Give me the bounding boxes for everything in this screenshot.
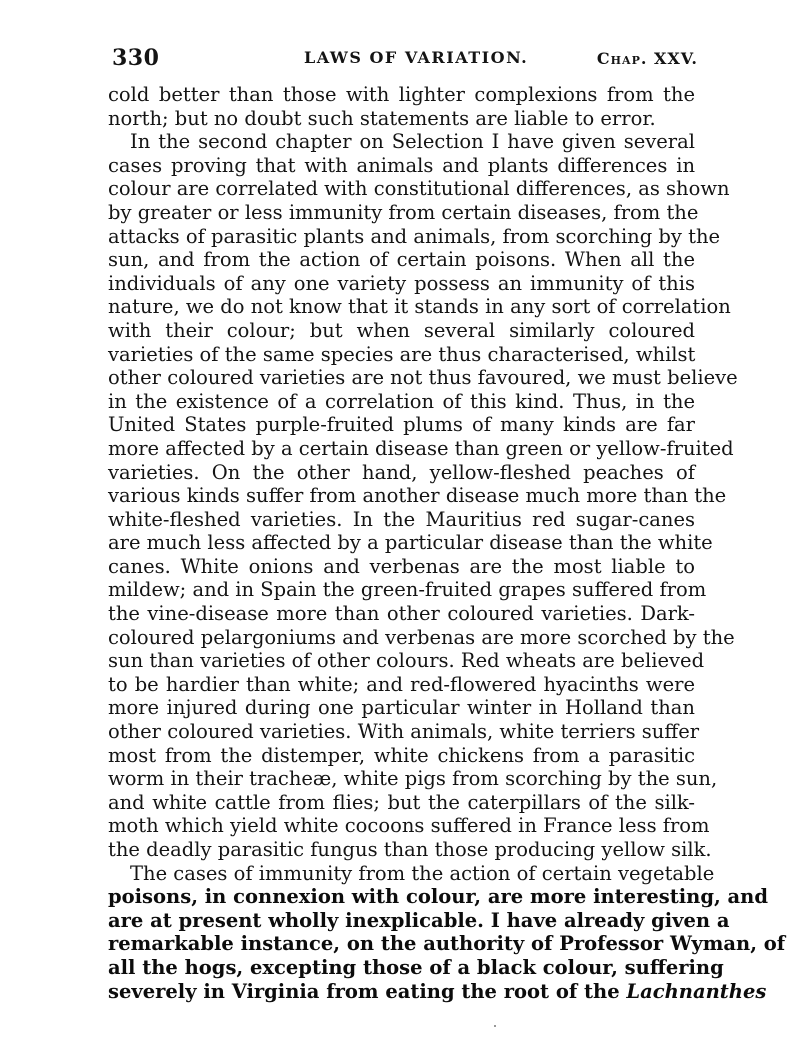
text-line: attacks of parasitic plants and animals, from scorching by the [108, 224, 721, 248]
body-text [108, 83, 786, 1003]
chapter-label: Chap. XXV. [596, 49, 698, 68]
text-line: varieties. On the other hand, yellow-fleshed peaches of [108, 460, 695, 484]
page-number: 330 [112, 45, 160, 71]
text-line: sun than varieties of other colours. Red wheats are believed [108, 649, 705, 673]
text-line: are at present wholly inexplicable. I have already given a [108, 908, 730, 932]
text-line: the vine-disease more than other coloured varieties. Dark- [108, 602, 695, 626]
text-line: most from the distemper, white chickens from a parasitic [108, 743, 695, 767]
text-line: more affected by a certain disease than green or yellow-fruited [108, 436, 734, 460]
text-line: varieties of the same species are thus characterised, whilst [108, 342, 696, 366]
text-line: nature, we do not know that it stands in any sort of correlation [108, 295, 731, 319]
text-line: in the existence of a correlation of this kind. Thus, in the [108, 389, 695, 413]
text-line: are much less affected by a particular disease than the white [108, 531, 713, 555]
text-line-final-main: severely in Virginia from eating the root of the [108, 979, 620, 1003]
running-header [112, 45, 698, 75]
running-title: LAWS OF VARIATION. [304, 48, 529, 67]
text-line: to be hardier than white; and red-flowered hyacinths were [108, 672, 695, 696]
text-line: poisons, in connexion with colour, are more interesting, and [108, 885, 768, 909]
text-line: various kinds suffer from another disease much more than the [108, 484, 727, 508]
text-line: worm in their tracheæ, white pigs from scorching by the sun, [108, 767, 718, 791]
text-line: moth which yield white cocoons suffered in France less from [108, 814, 710, 838]
text-line: sun, and from the action of certain poisons. When all the [108, 248, 695, 272]
text-line: other coloured varieties are not thus favoured, we must believe [108, 366, 738, 390]
text-line: canes. White onions and verbenas are the most liable to [108, 554, 695, 578]
text-line: more injured during one particular winter in Holland than [108, 696, 695, 720]
text-line: cold better than those with lighter complexions from the [108, 83, 695, 106]
paragraph-start-line: In the second chapter on Selection I have given several [130, 130, 695, 154]
text-line: coloured pelargoniums and verbenas are more scorched by the [108, 625, 735, 649]
paragraph-start-line: The cases of immunity from the action of certain vegetable [130, 861, 715, 885]
text-line: cases proving that with animals and plants differences in [108, 153, 695, 177]
species-name-italic: Lachnanthes [626, 979, 767, 1003]
text-line: individuals of any one variety possess an immunity of this [108, 271, 695, 295]
text-line: with their colour; but when several similarly coloured [108, 318, 695, 342]
text-line: white-fleshed varieties. In the Mauritius red sugar-canes [108, 507, 695, 531]
text-line: United States purple-fruited plums of many kinds are far [108, 413, 695, 437]
text-line: north; but no doubt such statements are liable to error. [108, 106, 656, 130]
text-line: by greater or less immunity from certain diseases, from the [108, 200, 699, 224]
print-speck [494, 1025, 496, 1027]
text-line: the deadly parasitic fungus than those producing yellow silk. [108, 838, 712, 861]
text-line: all the hogs, excepting those of a black colour, suffering [108, 955, 724, 979]
text-line-final [108, 979, 767, 1004]
text-line: colour are correlated with constitutional differences, as shown [108, 177, 730, 201]
text-line: other coloured varieties. With animals, white terriers suffer [108, 720, 700, 744]
text-line: mildew; and in Spain the green-fruited grapes suffered from [108, 578, 707, 602]
text-line: remarkable instance, on the authority of Professor Wyman, of [108, 932, 786, 956]
text-line: and white cattle from flies; but the caterpillars of the silk- [108, 790, 695, 814]
